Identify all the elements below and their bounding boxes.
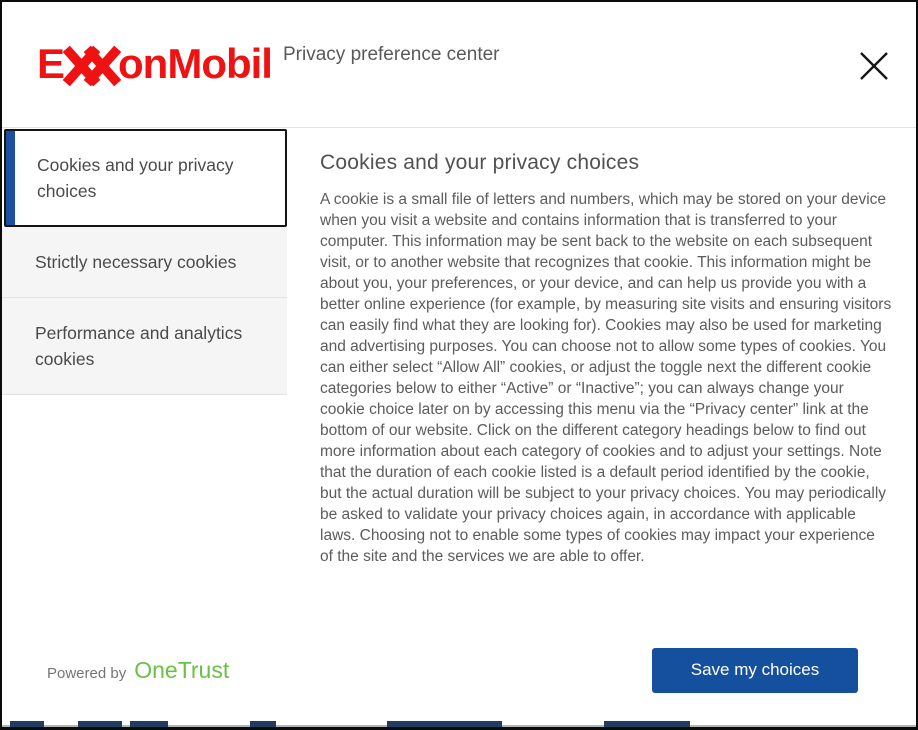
content-description: A cookie is a small file of letters and numbers, which may be stored on your device when you visit a website and contains information that is transferred to your computer. This information may be sent back to the website on each subsequent visit, or to another website that recognizes that cookie. This information might be about you, your preferences, or your device, and can help us provide you with a better online experience (for example, by measuring site visits and ensuring visitors can easily find what they are looking for). Cookies may also be used for marketing and advertising purposes. You can choose not to allow some types of cookies. You can either select “Allow All” cookies, or adjust the toggle next the different cookie categories below to either “Active” or “Inactive”; you can always change your cookie choice later on by accessing this menu via the “Privacy center” link at the bottom of our website. Click on the different category headings below to find out more information about each category of cookies and to adjust your settings. Note that the duration of each cookie listed is a default period identified by the cookie, but the actual duration will be subject to your privacy choices. You may periodically be asked to validate your privacy choices again, in accordance with applicable laws. Choosing not to enable some types of cookies may impact your experience of the site and the services we are able to offer. [320,191,892,565]
page-behind-strip-segment [604,721,690,727]
sidebar-item-label: Performance and analytics cookies [35,323,243,369]
onetrust-link[interactable]: OneTrust [134,656,230,683]
page-behind-strip-segment [387,721,502,727]
logo-prefix: E [37,40,65,87]
close-button[interactable] [854,46,894,86]
exxonmobil-logo [37,40,272,88]
page-behind-strip [2,721,916,727]
page-behind-strip-segment [250,721,276,727]
logo-suffix: onMobil [118,40,272,87]
page-behind-strip-segment [10,721,44,727]
category-content [287,128,916,567]
close-icon [859,51,889,81]
modal-header [2,2,916,128]
category-sidebar [2,128,287,395]
sidebar-item-cookies-and-privacy-choices[interactable] [4,129,287,227]
sidebar-item-label: Strictly necessary cookies [35,252,237,272]
page-behind-strip-segment [130,721,168,727]
save-my-choices-button[interactable]: Save my choices [652,648,858,693]
dialog-title: Privacy preference center [283,44,500,65]
modal-body [2,128,916,567]
modal-footer [2,647,916,693]
powered-by-label: Powered by [47,664,127,682]
powered-by [47,657,229,684]
sidebar-item-strictly-necessary-cookies[interactable] [2,227,287,298]
sidebar-item-label: Cookies and your privacy choices [37,155,234,201]
page-behind-strip-segment [78,721,122,727]
content-heading: Cookies and your privacy choices [320,151,640,174]
sidebar-item-performance-and-analytics-cookies[interactable] [2,298,287,395]
interlocking-xx-icon [61,46,123,86]
